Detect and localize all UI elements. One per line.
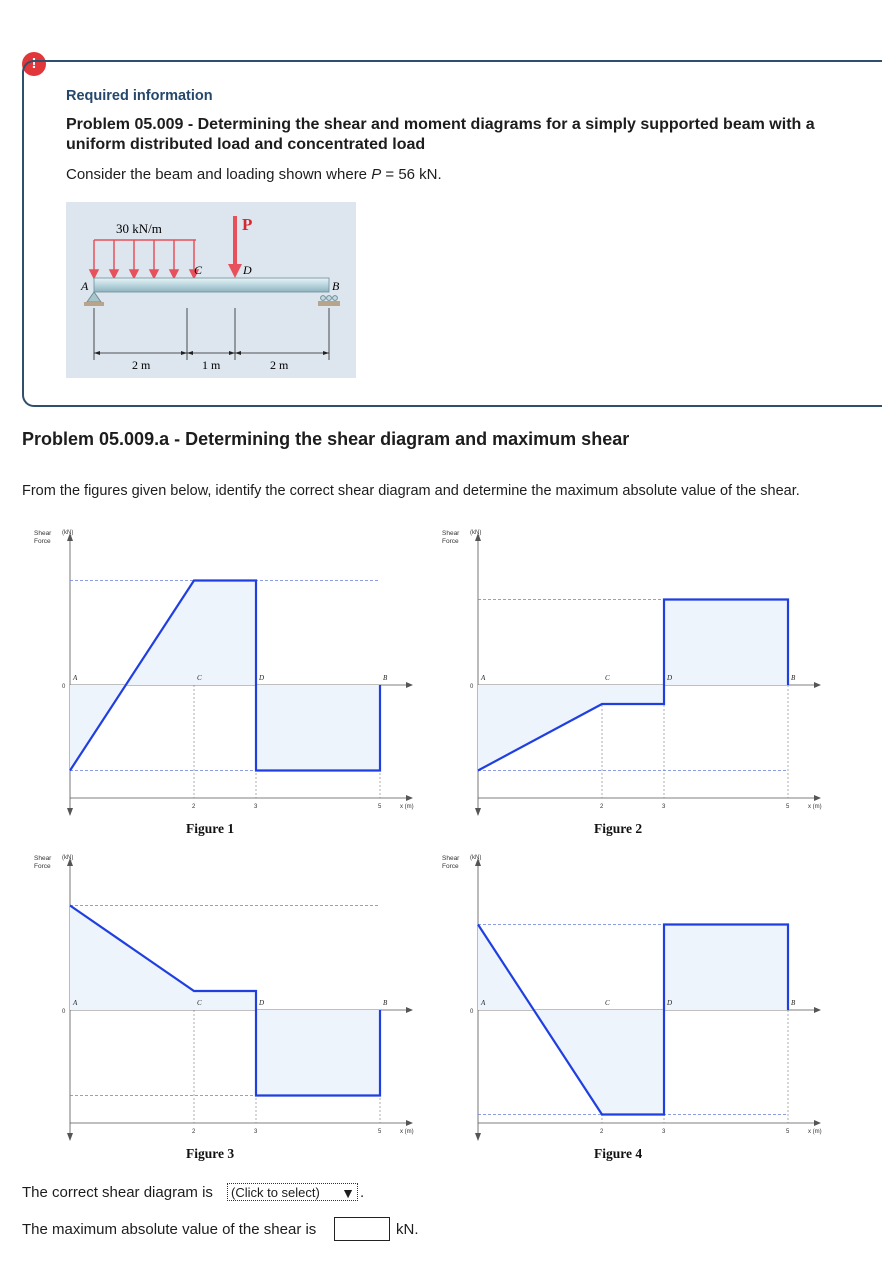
figure-3 — [34, 855, 414, 1161]
figure-caption: Figure 2 — [594, 821, 643, 836]
x-tick-2: 2 — [192, 1129, 196, 1135]
shear-area — [70, 581, 380, 771]
point-label-c: C — [197, 674, 202, 682]
point-label-c: C — [605, 999, 610, 1007]
point-label-a: A — [481, 999, 486, 1007]
x-axis-label: x (m) — [400, 1129, 414, 1135]
y-axis-arrow-down — [475, 808, 481, 816]
required-info-heading: Required information — [66, 88, 213, 104]
y-axis-arrow-down — [67, 808, 73, 816]
point-label-a: A — [73, 999, 78, 1007]
point-load-label: P — [242, 215, 253, 234]
zero-label: 0 — [470, 1009, 474, 1015]
y-axis-label-1: Shear — [442, 855, 460, 862]
x-tick-5: 5 — [378, 804, 382, 810]
point-label-c: C — [605, 674, 610, 682]
zero-line-arrow — [406, 682, 413, 688]
y-axis-label-2: Force — [442, 863, 459, 870]
zero-label: 0 — [62, 684, 66, 690]
zero-label: 0 — [470, 684, 474, 690]
desc-prefix: Consider the beam and loading shown where — [66, 166, 372, 183]
figure-caption: Figure 4 — [594, 1146, 643, 1161]
x-tick-5: 5 — [786, 1129, 790, 1135]
y-axis-label-2: Force — [34, 538, 51, 545]
point-label-c: C — [197, 999, 202, 1007]
x-axis-arrow — [814, 1120, 821, 1126]
x-axis-arrow — [814, 795, 821, 801]
problem-title: Problem 05.009 - Determining the shear and moment diagrams for a simply supported beam with a uniform distributed load and concentrated load — [66, 116, 815, 153]
shear-diagram-select[interactable] — [227, 1183, 358, 1201]
zero-line-arrow — [406, 1007, 413, 1013]
x-tick-2: 2 — [192, 804, 196, 810]
dim-3: 2 m — [270, 358, 289, 372]
point-label-b: B — [383, 674, 388, 682]
y-axis-label-2: Force — [442, 538, 459, 545]
y-axis-unit: (kN) — [62, 855, 74, 861]
x-axis-label: x (m) — [808, 1129, 822, 1135]
dist-load-label: 30 kN/m — [116, 221, 162, 236]
point-label-d: D — [259, 999, 265, 1007]
point-label-b: B — [791, 674, 796, 682]
beam-label-a: A — [81, 279, 89, 293]
y-axis-label-1: Shear — [34, 530, 52, 537]
zero-line-arrow — [814, 1007, 821, 1013]
desc-var: P — [371, 166, 382, 183]
beam-label-c: C — [194, 263, 203, 277]
beam-label-b: B — [332, 279, 340, 293]
point-label-a: A — [481, 674, 486, 682]
x-tick-2: 2 — [600, 1129, 604, 1135]
x-tick-3: 3 — [254, 1129, 258, 1135]
subproblem-instruction: From the figures given below, identify the correct shear diagram and determine the maximum absolute value of the shear. — [22, 483, 800, 499]
subproblem-title: Problem 05.009.a - Determining the shear diagram and maximum shear — [22, 429, 630, 449]
alert-icon: ! — [22, 52, 46, 76]
shear-figures — [0, 515, 882, 1175]
x-tick-2: 2 — [600, 804, 604, 810]
point-label-a: A — [73, 674, 78, 682]
point-label-b: B — [383, 999, 388, 1007]
figure-caption: Figure 1 — [186, 821, 235, 836]
y-axis-unit: (kN) — [470, 855, 482, 861]
select-value: (Click to select) — [231, 1185, 320, 1200]
y-axis-unit: (kN) — [470, 530, 482, 536]
dim-2: 1 m — [202, 358, 221, 372]
beam-label-d: D — [243, 263, 252, 277]
y-axis-arrow-down — [67, 1133, 73, 1141]
question-1-suffix: . — [360, 1184, 365, 1201]
question-2-label: The maximum absolute value of the shear is — [22, 1221, 317, 1238]
y-axis-label-1: Shear — [442, 530, 460, 537]
x-axis-arrow — [406, 1120, 413, 1126]
y-axis-arrow-down — [475, 1133, 481, 1141]
beam-svg — [66, 202, 356, 378]
point-label-d: D — [667, 674, 673, 682]
x-axis-label: x (m) — [808, 804, 822, 810]
max-shear-input[interactable] — [334, 1217, 390, 1241]
figure-1 — [34, 530, 414, 836]
point-label-b: B — [791, 999, 796, 1007]
zero-label: 0 — [62, 1009, 66, 1015]
desc-suffix: = 56 kN. — [381, 166, 442, 183]
question-1-label: The correct shear diagram is — [22, 1184, 213, 1201]
y-axis-label-2: Force — [34, 863, 51, 870]
beam-figure — [66, 202, 356, 378]
point-label-d: D — [259, 674, 265, 682]
figure-4 — [442, 855, 822, 1161]
y-axis-unit: (kN) — [62, 530, 74, 536]
point-label-d: D — [667, 999, 673, 1007]
shear-area — [478, 925, 788, 1115]
shear-area — [70, 906, 380, 1096]
x-tick-5: 5 — [378, 1129, 382, 1135]
dim-1: 2 m — [132, 358, 151, 372]
figure-caption: Figure 3 — [186, 1146, 235, 1161]
chevron-down-icon: ▼ — [341, 1185, 355, 1201]
zero-line-arrow — [814, 682, 821, 688]
y-axis-label-1: Shear — [34, 855, 52, 862]
x-tick-3: 3 — [662, 804, 666, 810]
figure-2 — [442, 530, 822, 836]
problem-description — [66, 166, 442, 183]
x-tick-5: 5 — [786, 804, 790, 810]
x-tick-3: 3 — [254, 804, 258, 810]
x-axis-arrow — [406, 795, 413, 801]
x-tick-3: 3 — [662, 1129, 666, 1135]
x-axis-label: x (m) — [400, 804, 414, 810]
shear-unit: kN. — [396, 1221, 419, 1238]
